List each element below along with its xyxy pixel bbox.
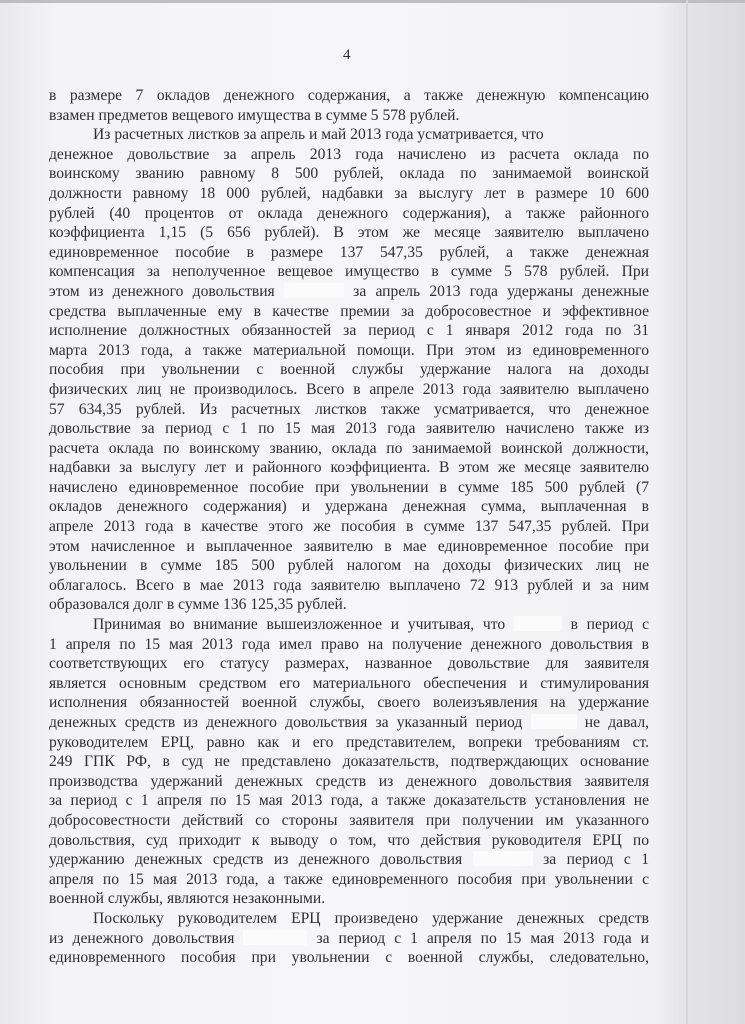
text-segment: взамен предметов вещевого имущества в сумме 5 578 рублей. xyxy=(49,106,460,124)
text-segment: военной службы, являются незаконными. xyxy=(49,890,326,908)
text-line xyxy=(49,889,649,909)
text-segment: этом начисленное и выплаченное заявителю в мае единовременное пособие при xyxy=(49,537,649,555)
text-segment: воинскому званию равному 8 500 рублей, оклада по занимаемой воинской xyxy=(49,165,649,183)
text-line xyxy=(49,674,649,694)
text-line xyxy=(49,929,649,949)
text-segment: за период с 1 апреля по 15 мая 2013 года и xyxy=(316,929,649,947)
text-segment: пособия при увольнении с военной службы удержание налога на доходы xyxy=(49,361,649,379)
text-line xyxy=(49,811,649,831)
text-segment: 1 апреля по 15 мая 2013 года имел право на получение денежного довольствия в xyxy=(49,635,649,653)
text-line xyxy=(49,850,649,870)
text-segment: за период с 1 апреля по 15 мая 2013 года, а также доказательств установления не xyxy=(49,792,649,810)
text-line xyxy=(49,713,649,733)
page-number: 4 xyxy=(343,47,351,63)
text-segment: Поскольку руководителем ЕРЦ произведено удержание денежных средств xyxy=(93,909,649,927)
text-line xyxy=(49,439,649,459)
text-segment: окладов денежного содержания) и удержана денежная сумма, выплаченная в xyxy=(49,498,649,516)
text-line xyxy=(49,458,649,478)
text-segment: единовременного пособия при увольнении с военной службы, следовательно, xyxy=(49,949,649,967)
text-segment: увольнении в сумме 185 500 рублей налогом на доходы физических лиц не xyxy=(49,557,649,575)
text-line xyxy=(49,948,649,968)
redacted-name xyxy=(473,851,533,866)
text-segment: единовременное пособие в размере 137 547,35 рублей, а также денежная xyxy=(49,243,649,261)
text-line xyxy=(49,419,649,439)
text-line xyxy=(49,576,649,596)
text-line xyxy=(49,752,649,772)
text-segment: этом из денежного довольствия xyxy=(49,282,275,300)
scan-page-edge xyxy=(686,0,688,1024)
text-line xyxy=(49,360,649,380)
text-line xyxy=(49,909,649,929)
text-line xyxy=(49,282,649,302)
text-segment: марта 2013 года, а также материальной помощи. При этом из единовременного xyxy=(49,341,649,359)
text-segment: надбавки за выслугу лет и районного коэффициента. В этом же месяце заявителю xyxy=(49,459,649,477)
text-segment: руководителем ЕРЦ, равно как и его представителем, вопреки требованиям ст. xyxy=(49,733,649,751)
text-segment: добросовестности действий со стороны заявителя при получении им указанного xyxy=(49,811,649,829)
text-segment: исполнения обязанностей военной службы, своего волеизъявления на удержание xyxy=(49,694,649,712)
text-line xyxy=(49,223,649,243)
text-line xyxy=(49,262,649,282)
text-line xyxy=(49,791,649,811)
text-line xyxy=(49,537,649,557)
text-segment: компенсация за неполученное вещевое имущество в сумме 5 578 рублей. При xyxy=(49,263,649,281)
text-segment: исполнение должностных обязанностей за период с 1 января 2012 года по 31 xyxy=(49,322,649,340)
text-line xyxy=(49,615,649,635)
text-line xyxy=(49,164,649,184)
text-line xyxy=(49,145,649,165)
redacted-name xyxy=(284,283,344,298)
text-segment: расчета оклада по воинскому званию, оклада по занимаемой воинской должности, xyxy=(49,439,649,457)
text-segment: рублей (40 процентов от оклада денежного содержания), а также районного xyxy=(49,204,649,222)
redacted-name xyxy=(243,930,307,945)
text-segment: апреля по 15 мая 2013 года, а также единовременного пособия при увольнении с xyxy=(49,870,649,888)
text-segment: образовался долг в сумме 136 125,35 рублей. xyxy=(49,596,347,614)
text-segment: производства удержаний денежных средств из денежного довольствия заявителя xyxy=(49,772,649,790)
text-segment: должности равному 18 000 рублей, надбавки за выслугу лет в размере 10 600 xyxy=(49,184,649,202)
text-segment: Из расчетных листков за апрель и май 2013 года усматривается, что xyxy=(93,126,544,144)
text-line xyxy=(49,635,649,655)
text-line xyxy=(49,478,649,498)
text-segment: 57 634,35 рублей. Из расчетных листков также усматривается, что денежное xyxy=(49,400,649,418)
text-line xyxy=(49,204,649,224)
text-line xyxy=(49,184,649,204)
text-segment: апреле 2013 года в качестве этого же пособия в сумме 137 547,35 рублей. При xyxy=(49,518,649,536)
text-segment: средства выплаченные ему в качестве премии за добросовестное и эффективное xyxy=(49,302,649,320)
text-line xyxy=(49,772,649,792)
scan-top-edge xyxy=(0,0,745,3)
text-segment: коэффициента 1,15 (5 656 рублей). В этом же месяце заявителю выплачено xyxy=(49,224,649,242)
text-line xyxy=(49,380,649,400)
redacted-name xyxy=(531,714,577,729)
text-line xyxy=(49,831,649,851)
document-body xyxy=(49,86,649,968)
text-segment: в размере 7 окладов денежного содержания, а также денежную компенсацию xyxy=(49,87,649,104)
text-segment: в период с xyxy=(570,616,649,634)
text-segment: не давал, xyxy=(584,714,649,731)
text-line xyxy=(49,733,649,753)
text-line xyxy=(49,517,649,537)
text-segment: является основным средством его материального обеспечения и стимулирования xyxy=(49,674,649,692)
text-line xyxy=(49,693,649,713)
text-line xyxy=(49,302,649,322)
text-line xyxy=(49,125,649,145)
text-line xyxy=(49,243,649,263)
text-segment: денежное довольствие за апрель 2013 года начислено из расчета оклада по xyxy=(49,145,649,163)
text-line xyxy=(49,86,649,106)
redacted-name xyxy=(514,616,562,631)
text-segment: облагалось. Всего в мае 2013 года заявителю выплачено 72 913 рублей и за ним xyxy=(49,576,649,594)
text-segment: удержанию денежных средств из денежного довольствия xyxy=(49,851,463,869)
text-segment: Принимая во внимание вышеизложенное и учитывая, что xyxy=(93,616,506,634)
text-segment: довольствия, суд приходит к выводу о том, что действия руководителя ЕРЦ по xyxy=(49,831,649,849)
text-segment: физических лиц не производилось. Всего в апреле 2013 года заявителю выплачено xyxy=(49,380,649,398)
text-segment: за период с 1 xyxy=(543,851,649,869)
text-line xyxy=(49,321,649,341)
text-line xyxy=(49,400,649,420)
text-line xyxy=(49,341,649,361)
text-segment: довольствие за период с 1 по 15 мая 2013 года заявителю начислено также из xyxy=(49,420,649,438)
text-line xyxy=(49,556,649,576)
text-line xyxy=(49,870,649,890)
text-segment: начислено единовременное пособие при увольнении в сумме 185 500 рублей (7 xyxy=(49,478,649,496)
text-line xyxy=(49,497,649,517)
text-segment: 249 ГПК РФ, в суд не представлено доказательств, подтверждающих основание xyxy=(49,753,649,771)
text-segment: соответствующих его статусу размерах, названное довольствие для заявителя xyxy=(49,655,649,673)
text-line xyxy=(49,595,649,615)
text-segment: за апрель 2013 года удержаны денежные xyxy=(353,282,649,300)
text-line xyxy=(49,106,649,126)
text-segment: денежных средств из денежного довольствия за указанный период xyxy=(49,714,523,731)
text-segment: из денежного довольствия xyxy=(49,929,235,947)
text-line xyxy=(49,654,649,674)
